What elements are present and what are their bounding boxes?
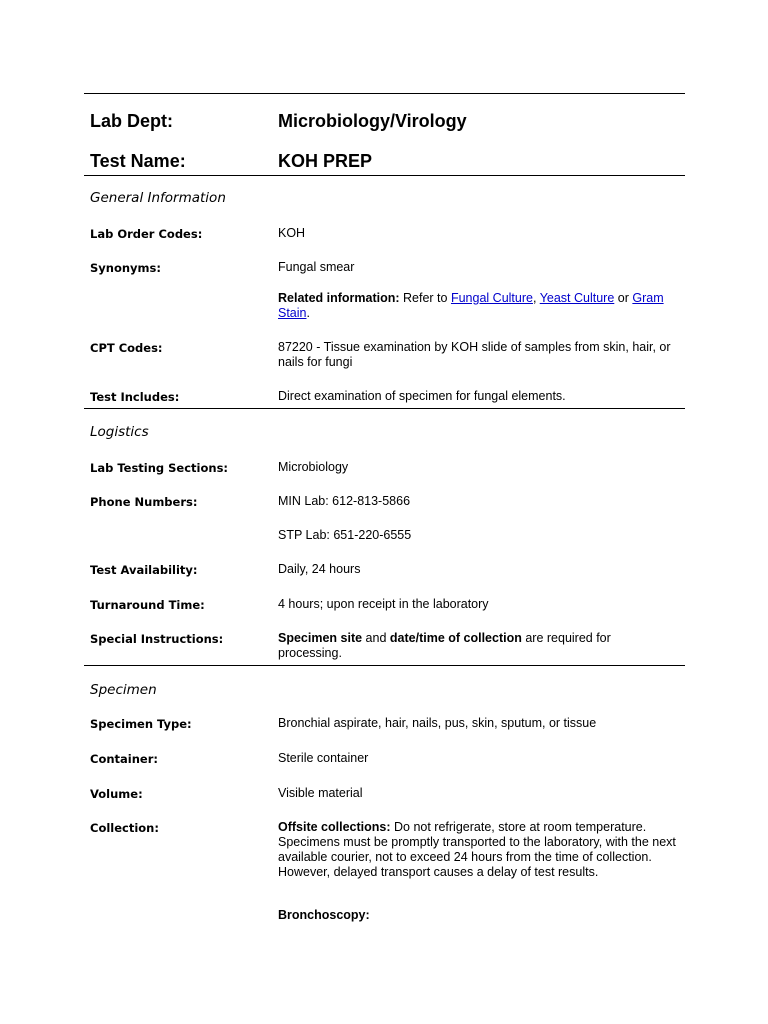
section-general-information: General Information xyxy=(90,190,226,206)
test-includes-value: Direct examination of specimen for fungal elements. xyxy=(278,389,566,403)
lab-testing-sections-value: Microbiology xyxy=(278,460,349,474)
header-rule xyxy=(84,175,685,176)
special-instructions-value xyxy=(278,631,678,661)
synonyms-label: Synonyms: xyxy=(90,261,161,275)
bronchoscopy-heading xyxy=(278,908,678,923)
test-availability-value: Daily, 24 hours xyxy=(278,562,361,576)
specimen-site-text: Specimen site xyxy=(278,631,363,645)
yeast-culture-link[interactable]: Yeast Culture xyxy=(539,291,615,305)
test-name-value: KOH PREP xyxy=(278,151,373,171)
related-text: Refer to xyxy=(399,291,451,305)
date-time-collection-text: date/time of collection xyxy=(389,631,522,645)
section-specimen: Specimen xyxy=(90,682,157,698)
synonyms-value: Fungal smear xyxy=(278,260,355,274)
container-value: Sterile container xyxy=(278,751,369,765)
cpt-codes-label: CPT Codes: xyxy=(90,341,163,355)
related-sep: , xyxy=(532,291,540,305)
turnaround-time-value: 4 hours; upon receipt in the laboratory xyxy=(278,597,489,611)
related-information xyxy=(278,291,678,321)
volume-label: Volume: xyxy=(90,787,143,801)
special-text: and xyxy=(362,631,390,645)
lab-order-codes-value: KOH xyxy=(278,226,306,240)
collection-value xyxy=(278,820,678,880)
gram-stain-link[interactable]: Gram Stain xyxy=(278,291,664,320)
related-information-label: Related information: xyxy=(278,291,400,305)
lab-dept-label: Lab Dept: xyxy=(90,111,173,131)
related-end: . xyxy=(306,306,310,320)
volume-value: Visible material xyxy=(278,786,363,800)
lab-testing-sections-label: Lab Testing Sections: xyxy=(90,461,229,475)
turnaround-time-label: Turnaround Time: xyxy=(90,598,205,612)
container-label: Container: xyxy=(90,752,158,766)
phone-stp-lab: STP Lab: 651-220-6555 xyxy=(278,528,412,542)
general-rule xyxy=(84,408,685,409)
specimen-type-value: Bronchial aspirate, hair, nails, pus, skin, sputum, or tissue xyxy=(278,716,597,730)
phone-numbers-label: Phone Numbers: xyxy=(90,495,198,509)
bronchoscopy-label: Bronchoscopy: xyxy=(278,908,370,922)
specimen-type-label: Specimen Type: xyxy=(90,717,192,731)
offsite-collections-label: Offsite collections: xyxy=(278,820,391,834)
special-text: are required for processing. xyxy=(278,631,611,660)
top-rule xyxy=(84,93,685,94)
logistics-rule xyxy=(84,665,685,666)
section-logistics: Logistics xyxy=(90,424,149,440)
test-name-label: Test Name: xyxy=(90,151,186,171)
collection-text: Do not refrigerate, store at room temperature. Specimens must be promptly transported to the laboratory, with the next available courier, not to exceed 24 hours from the time of collection. However, delayed transport causes a delay of test results. xyxy=(278,820,676,879)
phone-min-lab: MIN Lab: 612-813-5866 xyxy=(278,494,411,508)
test-includes-label: Test Includes: xyxy=(90,390,180,404)
lab-order-codes-label: Lab Order Codes: xyxy=(90,227,203,241)
related-sep: or xyxy=(614,291,633,305)
lab-dept-value: Microbiology/Virology xyxy=(278,111,467,131)
fungal-culture-link[interactable]: Fungal Culture xyxy=(450,291,533,305)
document-page xyxy=(84,0,685,1024)
special-instructions-label: Special Instructions: xyxy=(90,632,224,646)
test-availability-label: Test Availability: xyxy=(90,563,198,577)
collection-label: Collection: xyxy=(90,821,159,835)
cpt-codes-value: 87220 - Tissue examination by KOH slide of samples from skin, hair, or nails for fungi xyxy=(278,340,671,369)
